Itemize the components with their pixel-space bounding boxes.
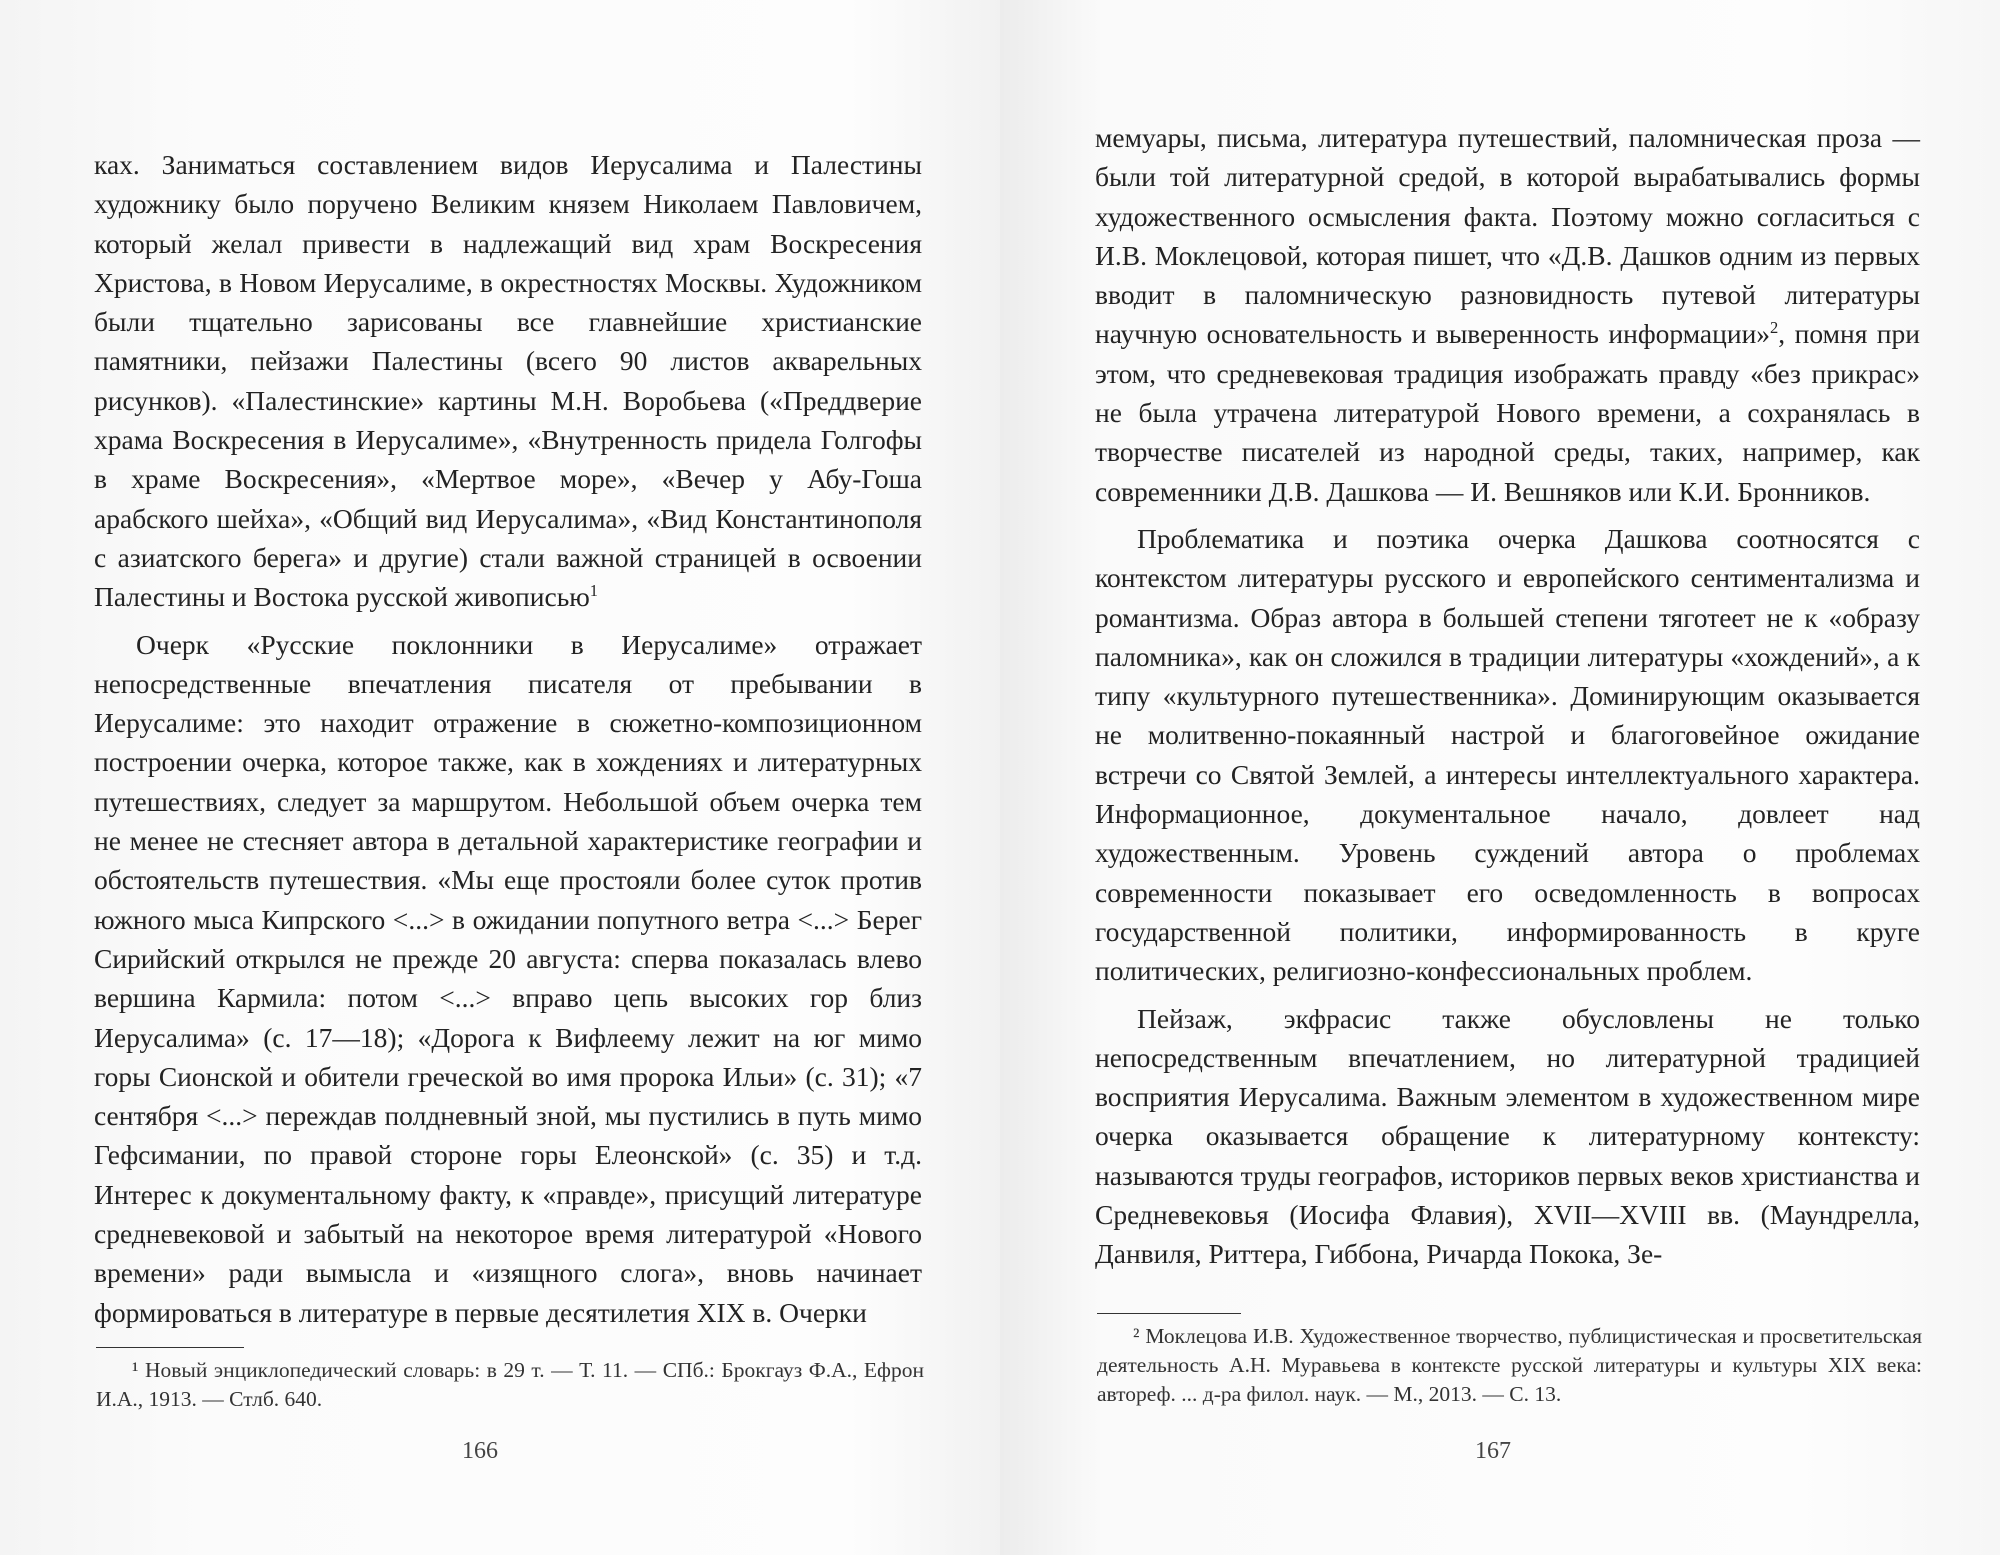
right-paragraph-3: Пейзаж, экфрасис также обусловлены не только непосредственным впечатлением, но литературной традицией восприятия Иерусалима. Важным элементом в художественном мире очерка оказывается обращение к литературному контексту: называются труды географов, историков первых веков христианства и Средневековья (Иосифа Флавия), XVII—XVIII вв. (Маундрелла, Данвиля, Риттера, Гиббона, Ричарда Покока, Зе- [1095,1002,1920,1270]
right-paragraph-1 [1095,118,1920,511]
footnote-ref-1[interactable]: 1 [589,581,599,601]
left-footnote: ¹ Новый энциклопедический словарь: в 29 т. — Т. 11. — СПб.: Брокгауз Ф.А., Ефрон И.А., 1913. — Стлб. 640. [96,1358,924,1411]
right-footnote-divider [1097,1313,1241,1314]
footnote-ref-2[interactable]: 2 [1770,318,1779,338]
left-footnote-divider [96,1347,244,1348]
right-page [1000,0,2000,1555]
left-page-number: 166 [462,1438,498,1464]
left-paragraph-2: Очерк «Русские поклонники в Иерусалиме» отражает непосредственные впечатления писателя от пребывании в Иерусалиме: это находит отражение в сюжетно-композиционном построении очерка, которое также, как в хождениях и литературных путешествиях, следует за маршрутом. Небольшой объем очерка тем не менее не стесняет автора в детальной характеристике географии и обстоятельств путешествия. «Мы еще простояли более суток против южного мыса Кипрского <...> в ожидании попутного ветра <...> Берег Сирийский открылся не прежде 20 августа: сперва показалась влево вершина Кармила: потом <...> вправо цепь высоких гор близ Иерусалима» (с. 17—18); «Дорога к Вифлеему лежит на юг мимо горы Сионской и обители греческой во имя пророка Ильи» (с. 31); «7 сентября <...> переждав полдневный зной, мы пустились в путь мимо Гефсимании, по правой стороне горы Елеонской» (с. 35) и т.д. Интерес к документальному факту, к «правде», присущий литературе средневековой и забытый на некоторое время литературой «Нового времени» ради вымысла и «изящного слога», вновь начинает формироваться в литературе в первые десятилетия XIX в. Очерки [94,628,922,1328]
right-paragraph-1-text-b: , помня при этом, что средневековая традиция изображать правду «без прикрас» не была утрачена литературой Нового времени, а сохранялась в творчестве писателей из народной среды, таких, например, как современники Д.В. Дашкова — И. Вешняков или К.И. Бронников. [1095,318,1920,507]
left-paragraph-1-text: ках. Заниматься составлением видов Иерусалима и Палестины художнику было поручено Великим князем Николаем Павловичем, который желал привести в надлежащий вид храм Воскресения Христова, в Новом Иерусалиме, в окрестностях Москвы. Художником были тщательно зарисованы все главнейшие христианские памятники, пейзажи Палестины (всего 90 листов акварельных рисунков). «Палестинские» картины М.Н. Воробьева («Преддверие храма Воскресения в Иерусалиме», «Внутренность придела Голгофы в храме Воскресения», «Мертвое море», «Вечер у Абу-Гоша арабского шейха», «Общий вид Иерусалима», «Вид Константинополя с азиатского берега» и другие) стали важной страницей в освоении Палестины и Востока русской живописью [94,149,922,613]
left-paragraph-1 [94,145,922,617]
right-paragraph-1-text-a: мемуары, письма, литература путешествий, паломническая проза — были той литературной средой, в которой вырабатывались формы художественного осмысления факта. Поэтому можно согласиться с И.В. Моклецовой, которая пишет, что «Д.В. Дашков одним из первых вводит в паломническую разновидность путевой литературы научную основательность и выверенность информации» [1095,122,1920,350]
left-page-body [94,145,922,1332]
right-paragraph-2: Проблематика и поэтика очерка Дашкова соотносятся с контекстом литературы русского и европейского сентиментализма и романтизма. Образ автора в большей степени тяготеет не к «образу паломника», как он сложился в традиции литературы «хождений», а к типу «культурного путешественника». Доминирующим оказывается не молитвенно-покаянный настрой и благоговейное ожидание встречи со Святой Землей, а интересы интеллектуального характера. Информационное, документальное начало, довлеет над художественным. Уровень суждений автора о проблемах современности показывает его осведомленность в вопросах государственной политики, информированность в круге политических, религиозно-конфессиональных проблем. [1095,522,1920,987]
right-footnote: ² Моклецова И.В. Художественное творчество, публицистическая и просветительская деятельность А.Н. Муравьева в контексте русской литературы и культуры XIX века: автореф. ... д-ра филол. наук. — М., 2013. — С. 13. [1097,1324,1922,1406]
right-page-body [1095,118,1920,1274]
right-page-number: 167 [1475,1438,1511,1464]
